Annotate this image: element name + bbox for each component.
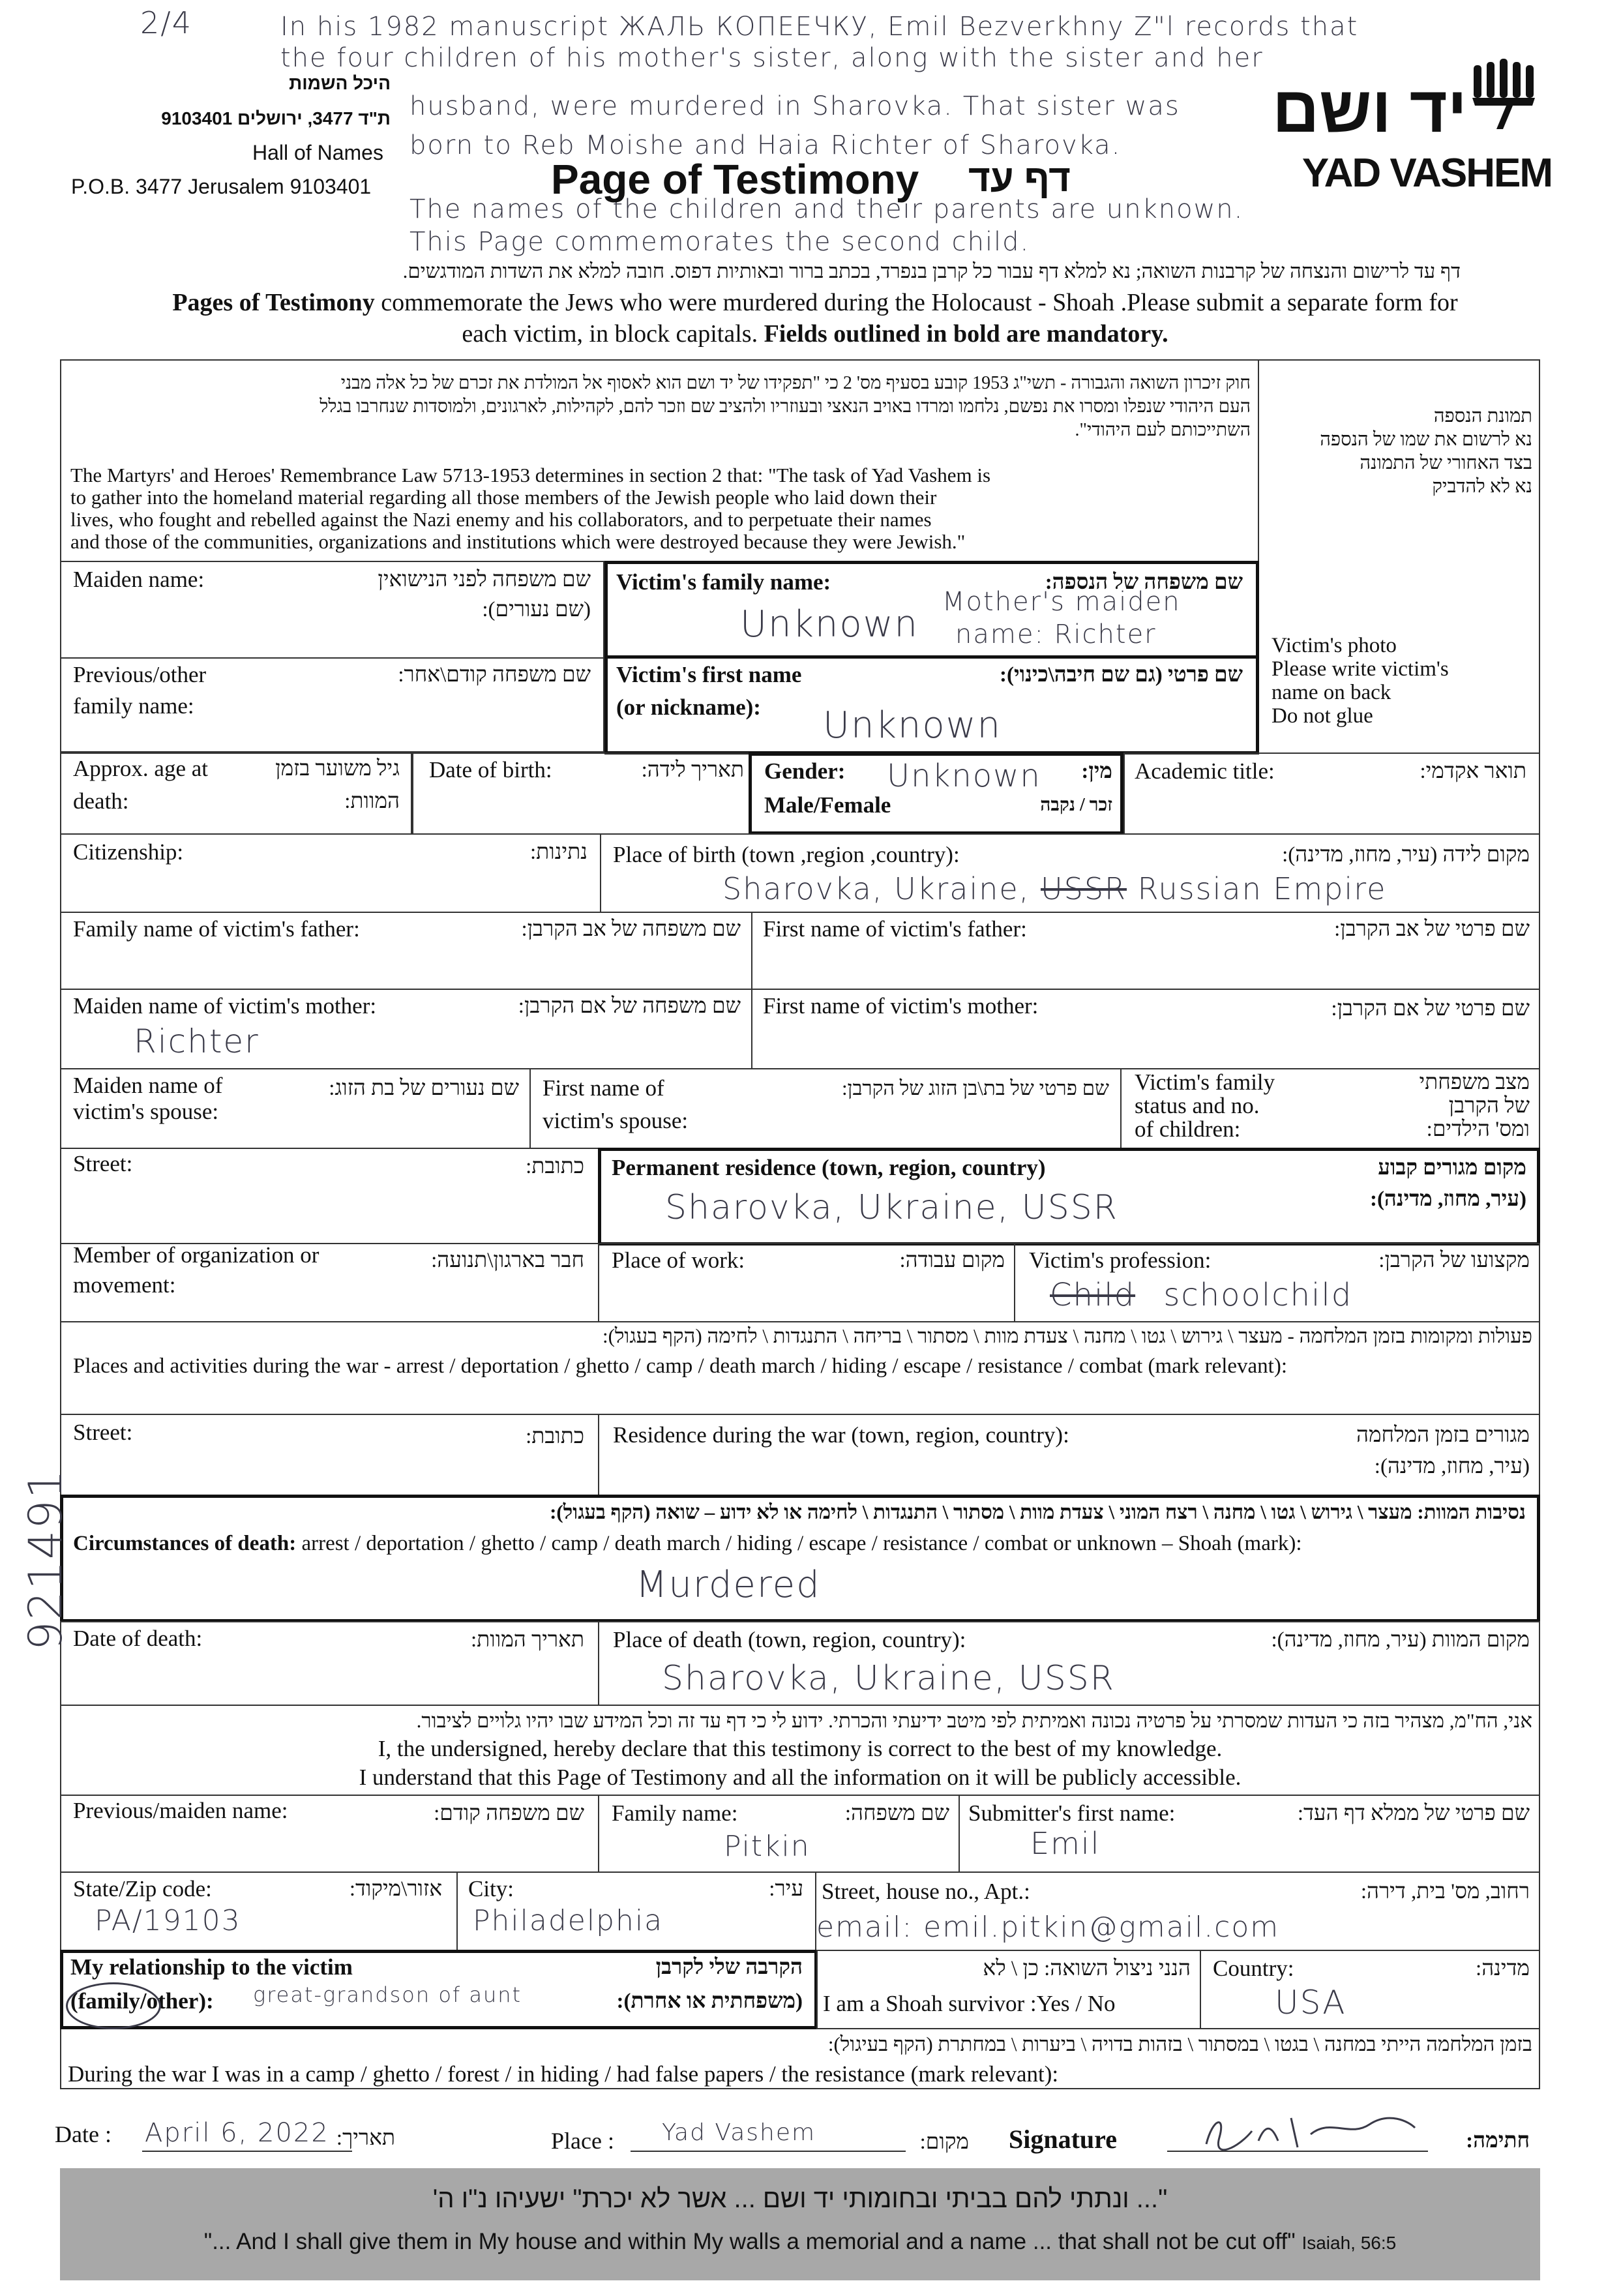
address-hebrew: ת"ד 3477, ירושלים 9103401 <box>161 108 391 128</box>
photo-en-2: Please write victim's <box>1272 657 1449 681</box>
survivor-label-he: הנני ניצול השואה: כן \ לא <box>983 1957 1191 1980</box>
family-status-label-1: Victim's family <box>1135 1069 1275 1095</box>
quote-reference: Isaiah, 56:5 <box>1301 2233 1397 2253</box>
place-of-birth-value-b: Russian Empire <box>1137 871 1387 906</box>
maiden-name-label-he-2: (שם נעורים): <box>482 598 591 621</box>
mother-maiden-name-label-he: שם משפחה של אם הקרבן: <box>518 994 741 1018</box>
organization-label-2: movement: <box>73 1272 176 1298</box>
signature-scribble <box>1200 2105 1421 2157</box>
approx-age-label-1: Approx. age at <box>73 756 209 781</box>
submitter-previous-name-label-he: שם משפחה קודם: <box>434 1802 584 1825</box>
circumstances-label-he: נסיבות המוות: מעצר \ גירוש \ גטו \ מחנה \ רצח המוני \ צעדת מוות \ מסתור \ התנגדות \ לחימה או לא ידוע – שואה (הקף בעגול): <box>550 1500 1526 1523</box>
victim-family-name-label: Victim's family name: <box>616 569 831 595</box>
family-status-label-he <box>1419 1071 1530 1141</box>
family-status-label-he-3: ומס' הילדים: <box>1426 1118 1530 1141</box>
law-english <box>70 464 1257 553</box>
family-circle-mark <box>66 1982 161 2029</box>
date-of-birth-label-he: תאריך לידה: <box>641 758 744 782</box>
handwritten-note-line-5: The names of the children and their parents are unknown. <box>409 194 1244 224</box>
survivor-label: I am a Shoah survivor :Yes / No <box>823 1991 1116 2016</box>
during-war-label-he: בזמן המלחמה הייתי במחנה \ בגטו \ במסתור \ בזהות בדויה \ ביערות \ במחתרת (הקף בעיגול): <box>827 2033 1532 2055</box>
side-number: 921491 <box>19 1468 72 1650</box>
maiden-name-label-he-1: שם משפחה לפני הנישואין <box>378 568 591 591</box>
citizenship-label-he: נתינות: <box>530 841 587 864</box>
family-status-label <box>1135 1071 1275 1141</box>
date-of-birth-label: Date of birth: <box>429 757 552 783</box>
gender-value: Unknown <box>887 758 1041 794</box>
profession-struck: Child <box>1050 1277 1136 1313</box>
submitter-first-name-value: Emil <box>1030 1826 1101 1861</box>
law-english-line-3: lives, who fought and rebelled against the Nazi enemy and his collaborators, and to perpetuate their names <box>70 508 932 531</box>
approx-age-label-he-1: גיל משוער בזמן <box>275 757 400 781</box>
photo-he-3: בצד האחורי של התמונה <box>1360 453 1532 473</box>
spouse-first-label-1: First name of <box>543 1075 664 1101</box>
profession-value <box>1050 1277 1352 1313</box>
permanent-residence-value: Sharovka, Ukraine, USSR <box>665 1188 1118 1227</box>
page-title-hebrew: דף עד <box>968 157 1071 200</box>
handwritten-note-line-4: born to Reb Moishe and Haia Richter of Sharovka. <box>409 130 1122 160</box>
place-of-birth-label-he: מקום לידה (עיר, מחוז, מדינה): <box>1282 843 1530 867</box>
victim-first-name-label-1: Victim's first name <box>616 662 802 687</box>
place-underline <box>631 2151 906 2152</box>
submitter-street-label: Street, house no., Apt.: <box>822 1879 1030 1904</box>
places-activities-label-he: פעולות ומקומות בזמן המלחמה - מעצר \ גירוש \ גטו \ מחנה \ צעדת מוות \ מסתור \ בריחה \ התנגדות \ לחימה (הקף בעגול): <box>602 1324 1532 1347</box>
war-residence-label-he-1: מגורים בזמן המלחמה <box>1356 1424 1530 1447</box>
gender-label: Gender: <box>764 758 846 784</box>
date-value: April 6, 2022 <box>145 2118 329 2148</box>
intro-bold-2: Fields outlined in bold are mandatory. <box>764 320 1168 348</box>
profession-value-text: schoolchild <box>1163 1277 1353 1313</box>
city-label-he: עיר: <box>769 1877 803 1901</box>
handwritten-note-line-1: In his 1982 manuscript ЖАЛЬ КОПЕЕЧКУ, Emil Bezverkhny Z"l records that <box>280 12 1359 42</box>
gender-label-he: מין: <box>1081 760 1112 783</box>
previous-name-label-2: family name: <box>73 693 194 719</box>
submitter-family-name-value: Pitkin <box>724 1830 810 1863</box>
war-residence-label: Residence during the war (town, region, country): <box>613 1422 1069 1448</box>
family-status-label-he-2: של הקרבן <box>1448 1094 1530 1118</box>
war-street-cell[interactable] <box>60 1414 599 1496</box>
place-label: Place : <box>551 2128 614 2154</box>
place-value: Yad Vashem <box>662 2119 816 2146</box>
photo-en-1: Victim's photo <box>1272 634 1397 657</box>
circumstances-label-text: arrest / deportation / ghetto / camp / death march / hiding / escape / resistance / combat or unknown – Shoah (mark): <box>296 1532 1302 1555</box>
photo-en-4: Do not glue <box>1272 704 1373 728</box>
family-status-label-2: status and no. <box>1135 1093 1260 1118</box>
street-label-he: כתובת: <box>526 1155 584 1178</box>
previous-name-label-he: שם משפחה קודם\אחר: <box>398 663 591 687</box>
handwritten-note-line-2: the four children of his mother's sister, along with the sister and her <box>280 43 1264 73</box>
intro-text-2: each victim, in block capitals. <box>462 320 764 348</box>
intro-text-1: commemorate the Jews who were murdered during the Holocaust - Shoah .Please submit a separate form for <box>374 289 1458 316</box>
permanent-residence-label-he-2: (עיר, מחוז, מדינה): <box>1369 1187 1526 1211</box>
circumstances-value: Murdered <box>636 1564 821 1606</box>
war-street-label-he: כתובת: <box>526 1425 584 1448</box>
father-first-name-label: First name of victim's father: <box>763 916 1027 942</box>
street-label: Street: <box>73 1151 133 1176</box>
city-value: Philadelphia <box>473 1904 664 1937</box>
country-label-he: מדינה: <box>1476 1957 1530 1980</box>
victim-family-name-label-he: שם משפחה של הנספה: <box>1045 571 1243 594</box>
street-cell[interactable] <box>60 1148 599 1244</box>
law-english-line-2: to gather into the homeland material regarding all those members of the Jewish people who laid down their <box>70 486 937 509</box>
date-label-he: תאריך: <box>336 2126 395 2150</box>
date-of-birth-cell[interactable] <box>412 753 751 835</box>
photo-instructions-hebrew <box>1262 404 1532 498</box>
circumstances-label-bold: Circumstances of death: <box>73 1532 297 1555</box>
handwritten-note-line-6: This Page commemorates the second child. <box>409 227 1030 257</box>
family-status-label-3: of children: <box>1135 1116 1241 1142</box>
law-hebrew <box>70 372 1251 442</box>
signature-label-he: חתימה: <box>1466 2129 1530 2153</box>
place-of-work-label-he: מקום עבודה: <box>899 1249 1005 1272</box>
gender-options-label-he: זכר / נקבה <box>1040 795 1112 815</box>
declaration-line-1: I, the undersigned, hereby declare that this testimony is correct to the best of my knowledge. <box>378 1736 1223 1761</box>
law-hebrew-line-3: השתייכותם לעם היהודי". <box>1075 420 1251 440</box>
submitter-first-name-label: Submitter's first name: <box>968 1800 1176 1826</box>
photo-he-2: נא לרשום את שמו של הנספה <box>1320 429 1532 450</box>
submitter-first-name-label-he: שם פרטי של ממלא דף העד: <box>1297 1802 1530 1825</box>
mother-maiden-name-label: Maiden name of victim's mother: <box>73 993 377 1019</box>
maiden-name-label: Maiden name: <box>73 567 205 592</box>
law-english-line-1: The Martyrs' and Heroes' Remembrance Law 5713-1953 determines in section 2 that: "The task of Yad Vashem is <box>70 464 991 486</box>
place-of-death-value: Sharovka, Ukraine, USSR <box>662 1659 1115 1698</box>
victim-first-name-value: Unknown <box>823 704 1002 747</box>
submitter-family-name-label-he: שם משפחה: <box>844 1802 949 1825</box>
victim-family-name-value: Unknown <box>740 603 919 646</box>
date-label: Date : <box>55 2121 112 2147</box>
page-number: 2/4 <box>140 5 193 40</box>
approx-age-label-2: death: <box>73 788 129 814</box>
war-street-label: Street: <box>73 1420 133 1445</box>
relationship-label-he-1: הקרבה שלי לקרבן <box>655 1956 803 1979</box>
spouse-first-label-he: שם פרטי של בת\בן הזוג של הקרבן: <box>841 1077 1109 1099</box>
relationship-label-1: My relationship to the victim <box>70 1954 353 1980</box>
logo-english: YAD VASHEM <box>1301 151 1552 196</box>
previous-name-label-1: Previous/other <box>73 662 207 687</box>
date-of-death-label: Date of death: <box>73 1626 203 1651</box>
submitter-previous-name-label: Previous/maiden name: <box>73 1798 288 1823</box>
declaration-hebrew: אני, הח"מ, מצהיר בזה כי העדות שמסרתי על פרטיה נכונה ואמיתית לפי מיטב ידיעתי והכרתי. ידוע לי כי דף עד זה וכל המידע שבו יהיו גלויים לציבור. <box>416 1709 1532 1732</box>
state-zip-label-he: אזור\מיקוד: <box>349 1877 442 1901</box>
organization-label-1: Member of organization or <box>73 1242 320 1268</box>
father-family-name-label-he: שם משפחה של אב הקרבן: <box>521 917 741 941</box>
permanent-residence-label-he-1: מקום מגורים קבוע <box>1378 1156 1526 1180</box>
hall-of-names: Hall of Names <box>252 141 383 164</box>
permanent-residence-label: Permanent residence (town, region, country) <box>612 1155 1046 1180</box>
law-hebrew-line-1: חוק זיכרון השואה והגבורה - תשי"ג 1953 קובע בסעיף מס' 2 כי "תפקידו של יד ושם הוא לאסוף אל המולדת את זכרם של כל אלה מבני <box>340 373 1251 393</box>
mother-first-name-label: First name of victim's mother: <box>763 993 1039 1019</box>
intro-hebrew: דף עד לרישום והנצחה של קרבנות השואה; נא למלא דף עבור כל קרבן בנפרד, בכתב ברור ובאותיות דפוס. חובה למלא את השדות המודגשים. <box>402 260 1461 282</box>
citizenship-label: Citizenship: <box>73 839 184 865</box>
date-underline <box>142 2151 352 2152</box>
declaration-english <box>60 1735 1540 1792</box>
declaration-line-2: I understand that this Page of Testimony and all the information on it will be publicly accessible. <box>359 1765 1242 1790</box>
hall-of-names-hebrew: היכל השמות <box>289 73 391 93</box>
country-value: USA <box>1275 1984 1346 2021</box>
law-english-line-4: and those of the communities, organizations and institutions which were destroyed because they were Jewish." <box>70 530 966 553</box>
war-residence-label-he-2: (עיר, מחוז, מדינה): <box>1374 1455 1530 1478</box>
submitter-family-name-label: Family name: <box>612 1800 738 1826</box>
submitter-street-label-he: רחוב, מס' בית, דירה: <box>1360 1880 1530 1903</box>
approx-age-label-he-2: המוות: <box>344 790 400 813</box>
page-title: Page of Testimony <box>551 156 919 203</box>
father-family-name-label: Family name of victim's father: <box>73 916 360 942</box>
organization-label-he: חבר בארגון\תנועה: <box>431 1249 584 1272</box>
state-zip-value: PA/19103 <box>95 1904 241 1937</box>
handwritten-note-line-3: husband, were murdered in Sharovka. That sister was <box>409 91 1180 121</box>
place-of-death-label-he: מקום המוות (עיר, מחוז, מדינה): <box>1271 1628 1530 1652</box>
place-of-birth-value-a: Sharovka, Ukraine, <box>722 871 1030 906</box>
gender-options-label: Male/Female <box>764 792 891 818</box>
place-of-work-label: Place of work: <box>612 1247 745 1273</box>
state-zip-label: State/Zip code: <box>73 1876 212 1901</box>
photo-instructions <box>1272 634 1449 728</box>
relationship-label-he-2: (משפחתית או אחרת): <box>616 1990 803 2013</box>
city-label: City: <box>468 1876 514 1901</box>
place-of-birth-value <box>722 871 1386 906</box>
quote-english-line <box>60 2229 1540 2255</box>
photo-he-4: נא לא להדביק <box>1432 476 1532 497</box>
family-status-label-he-1: מצב משפחתי <box>1419 1071 1530 1094</box>
spouse-maiden-label-2: victim's spouse: <box>73 1099 219 1124</box>
mother-first-name-label-he: שם פרטי של אם הקרבן: <box>1331 997 1530 1021</box>
mother-maiden-name-value: Richter <box>134 1022 260 1060</box>
logo-hebrew: יד ושם <box>1272 73 1467 146</box>
intro-english <box>72 287 1558 350</box>
photo-he-1: תמונת הנספה <box>1433 406 1532 426</box>
victim-family-name-note-2: name: Richter <box>955 619 1157 649</box>
relationship-value: great-grandson of aunt <box>253 1982 522 2007</box>
place-of-death-label: Place of death (town, region, country): <box>613 1627 966 1652</box>
victim-family-name-note-1: Mother's maiden <box>942 587 1181 617</box>
place-of-birth-label: Place of birth (town ,region ,country): <box>613 842 960 867</box>
po-box-address: P.O.B. 3477 Jerusalem 9103401 <box>71 175 372 198</box>
father-first-name-label-he: שם פרטי של אב הקרבן: <box>1334 917 1530 941</box>
places-activities-label: Places and activities during the war - arrest / deportation / ghetto / camp / death march / hiding / escape / resistance / combat (mark relevant): <box>73 1354 1288 1378</box>
menorah-icon <box>1467 59 1552 130</box>
spouse-first-label-2: victim's spouse: <box>543 1108 689 1133</box>
intro-bold-1: Pages of Testimony <box>172 289 375 316</box>
quote-hebrew: "... ונתתי להם בביתי ובחומותי יד ושם ... אשר לא יכרת" ישעיהו נ"ו ה' <box>432 2184 1168 2213</box>
during-war-label: During the war I was in a camp / ghetto / forest / in hiding / had false papers / the resistance (mark relevant): <box>68 2061 1059 2087</box>
victim-first-name-label-2: (or nickname): <box>616 694 761 720</box>
law-hebrew-line-2: העם היהודי שנפלו ומסרו את נפשם, נלחמו ומרדו באויב הנאצי ובעוזריו ולהציב שם וזכר להם, לקהילות, לארגונים, ולמוסדות שנחרבו בגלל <box>320 396 1251 417</box>
quote-english: "... And I shall give them in My house and within My walls a memorial and a name ... that shall not be cut off" <box>203 2229 1296 2254</box>
spouse-maiden-label-he: שם נעורים של בת הזוג: <box>329 1077 519 1100</box>
academic-title-label-he: תואר אקדמי: <box>1420 760 1526 783</box>
submitter-street-value: email: emil.pitkin@gmail.com <box>816 1911 1280 1944</box>
photo-en-3: name on back <box>1272 681 1391 704</box>
victim-first-name-label-he: שם פרטי (גם שם חיבה\כינוי): <box>1000 663 1243 687</box>
profession-label: Victim's profession: <box>1029 1247 1212 1273</box>
yad-vashem-logo <box>1252 59 1552 202</box>
relationship-label-2: (family/other): <box>70 1988 214 2014</box>
country-label: Country: <box>1213 1956 1294 1981</box>
spouse-maiden-label-1: Maiden name of <box>73 1073 223 1098</box>
date-of-death-label-he: תאריך המוות: <box>471 1628 584 1652</box>
place-of-birth-struck: USSR <box>1040 871 1127 906</box>
circumstances-label <box>73 1530 1302 1557</box>
profession-label-he: מקצועו של הקרבן: <box>1378 1249 1530 1272</box>
signature-label: Signature <box>1009 2125 1117 2154</box>
academic-title-label: Academic title: <box>1135 758 1275 784</box>
place-label-he: מקום: <box>919 2130 969 2154</box>
